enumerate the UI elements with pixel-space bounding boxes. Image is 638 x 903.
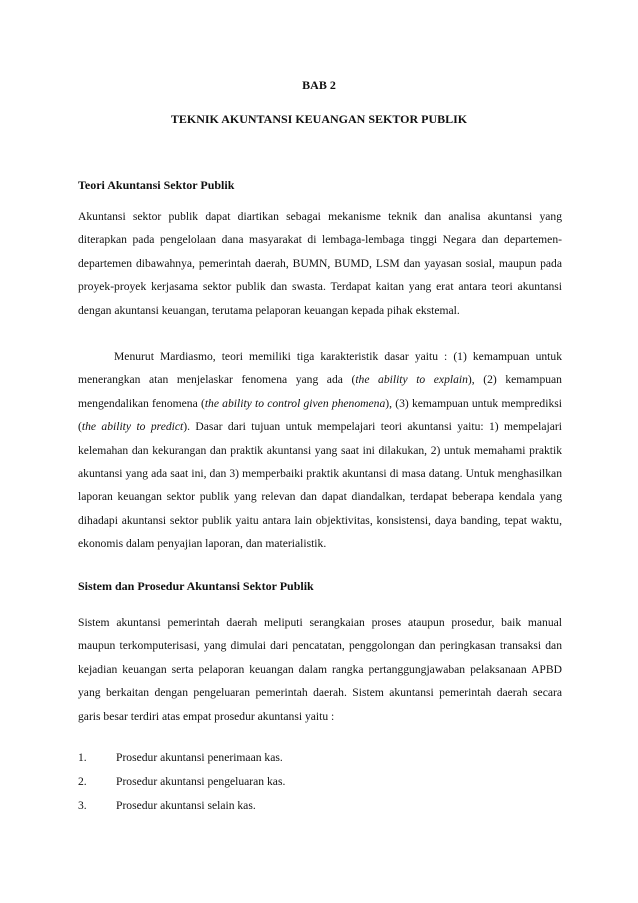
- paragraph-text: ), (2) kemampuan mengendalikan fenomena (: [78, 373, 562, 410]
- list-number: 3.: [78, 799, 87, 812]
- list-number: 2.: [78, 775, 87, 788]
- paragraph-text: ), (3) kemampuan untuk memprediksi (: [78, 396, 562, 434]
- paragraph-teori-1: Akuntansi sektor publik dapat diartikan sebagai mekanisme teknik dan analisa akuntansi yang diterapkan pada pengelolaan dana masyarakat di lembaga-lembaga tinggi Negara dan departemen-departemen dibawahnya, pemerintah daerah, BUMN, BUMD, LSM dan yayasan sosial, maupun pada proyek-proyek kerjasama sektor publik dan swasta. Terdapat kaitan yang erat antara teori akuntansi dengan akuntansi keuangan, terutama pelaporan keuangan kepada pihak ekstemal.: [78, 210, 562, 317]
- italic-term: the ability to control given phenomena: [204, 396, 386, 410]
- paragraph-text: ). Dasar dari tujuan untuk mempelajari teori akuntansi yaitu: 1) mempelajari kelemahan dan kekurangan dan praktik akuntansi yang saat ini dilakukan, 2) untuk memahami praktik akuntansi yang ada saat ini, dan 3) memperbaiki praktik akuntansi di masa datang. Untuk menghasilkan laporan keuangan sektor publik yang relevan dan dapat diandalkan, terdapat beberapa kendala yang dihadapi akuntansi sektor publik yaitu antara lain objektivitas, konsistensi, daya banding, tepat waktu, ekonomis dalam penyajian laporan, dan materialistik.: [78, 420, 562, 551]
- list-item: [78, 751, 283, 764]
- list-text: Prosedur akuntansi pengeluaran kas.: [116, 775, 286, 788]
- chapter-label: BAB 2: [302, 78, 336, 92]
- list-text: Prosedur akuntansi selain kas.: [116, 799, 256, 812]
- list-number: 1.: [78, 751, 87, 764]
- paragraph-sistem-1: Sistem akuntansi pemerintah daerah meliputi serangkaian proses ataupun prosedur, baik manual maupun terkomputerisasi, yang dimulai dari pencatatan, penggolongan dan peringkasan transaksi dan kejadian keuangan serta pelaporan keuangan dalam rangka pertanggungjawaban pelaksanaan APBD yang berkaitan dengan pengeluaran pemerintah daerah. Sistem akuntansi pemerintah daerah secara garis besar terdiri atas empat prosedur akuntansi yaitu :: [78, 616, 562, 723]
- list-item: [78, 799, 256, 812]
- paragraph-text: Menurut Mardiasmo, teori memiliki tiga karakteristik dasar yaitu : (1) kemampuan untuk menerangkan atan menjelaskar fenomena yang ada (: [78, 350, 562, 387]
- list-item: [78, 775, 285, 788]
- italic-term: the ability to explain: [355, 373, 468, 387]
- list-text: Prosedur akuntansi penerimaan kas.: [116, 751, 283, 764]
- section-heading-sistem: Sistem dan Prosedur Akuntansi Sektor Publik: [78, 579, 314, 593]
- paragraph-teori-2: [78, 345, 562, 556]
- section-heading-teori: Teori Akuntansi Sektor Publik: [78, 178, 235, 192]
- italic-term: the ability to predict: [81, 420, 184, 434]
- chapter-title: TEKNIK AKUNTANSI KEUANGAN SEKTOR PUBLIK: [170, 112, 468, 126]
